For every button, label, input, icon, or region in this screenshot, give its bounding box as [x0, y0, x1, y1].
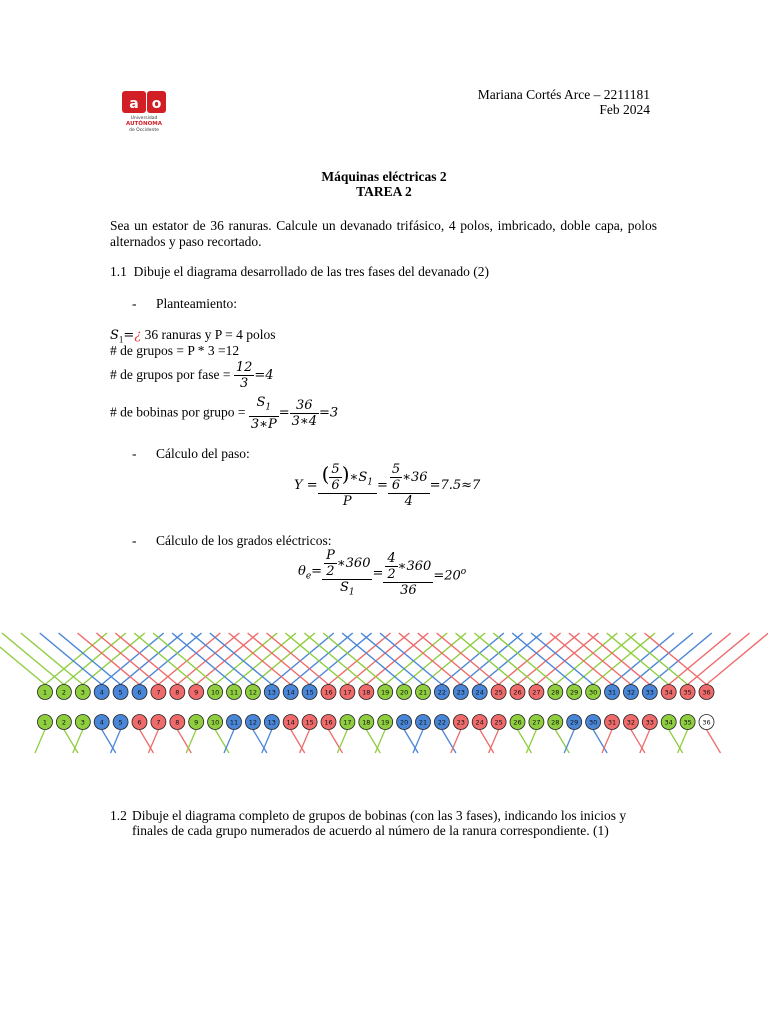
coil-lead	[215, 730, 229, 754]
slot-number: 30	[588, 718, 598, 727]
grados-formula: $\theta_e=$ $\frac{P}{2}$ ∗360 $S_1$ = $\frac{4}{2}$ ∗360 36 $=20^o$	[298, 548, 466, 601]
coil-line-down	[380, 633, 442, 685]
coil-line-down	[267, 633, 329, 685]
slot-number: 18	[362, 688, 371, 697]
slot-number: 5	[118, 688, 123, 697]
slot-number: 7	[156, 718, 161, 727]
grados-fraction-2	[383, 551, 433, 598]
coil-lead	[186, 730, 196, 754]
slot-number: 23	[456, 718, 465, 727]
frac-den: 6	[331, 478, 340, 493]
coil-line-down	[78, 633, 140, 685]
svg-text:a: a	[129, 96, 139, 112]
coil-lead	[564, 730, 574, 754]
coil-lead	[140, 730, 154, 754]
grados-num-suffix: ∗360	[336, 556, 371, 571]
grados-degree: o	[460, 567, 467, 578]
frac-num: P	[326, 548, 335, 563]
slot-number: 8	[175, 718, 180, 727]
bobinas-result: =3	[319, 405, 339, 421]
coil-line-down	[626, 633, 688, 685]
author-block	[478, 87, 650, 117]
slot-number: 19	[381, 688, 390, 697]
coil-lead	[602, 730, 612, 754]
bullet-dash: -	[132, 446, 137, 461]
slot-number: 11	[229, 718, 239, 727]
slot-number: 2	[61, 718, 66, 727]
bullet-grados	[132, 533, 332, 549]
coil-lead	[366, 730, 380, 754]
coil-lead	[518, 730, 532, 754]
coil-line-down	[607, 633, 669, 685]
coil-line-down	[0, 633, 45, 685]
slot-number: 20	[399, 688, 409, 697]
coil-line-down	[645, 633, 707, 685]
coil-lead	[73, 730, 83, 754]
slot-number: 35	[683, 718, 692, 727]
winding-diagram	[0, 625, 768, 765]
coil-line-down	[134, 633, 196, 685]
logo-text-1: Universidad	[130, 116, 158, 121]
grados-lhs-sub: e	[305, 571, 312, 582]
coil-lead	[291, 730, 305, 754]
frac-num: S	[256, 395, 266, 410]
frac-den: P	[342, 494, 352, 509]
slot-number: 31	[607, 688, 617, 697]
coil-lead	[329, 730, 343, 754]
intro-paragraph: Sea un estator de 36 ranuras. Calcule un devanado trifásico, 4 polos, imbricado, doble capa, polos alternados y paso recortado.	[110, 218, 657, 249]
planteamiento-label: Planteamiento:	[156, 296, 237, 311]
coil-line-down	[40, 633, 102, 685]
grupos-fase-label: # de grupos por fase =	[110, 367, 234, 382]
svg-text:o: o	[151, 96, 162, 112]
coil-line-down	[229, 633, 291, 685]
s1-sub: 1	[118, 334, 124, 345]
slot-number: 7	[156, 688, 161, 697]
coil-lead	[593, 730, 607, 754]
slot-number: 14	[286, 688, 295, 697]
author-line: Mariana Cortés Arce – 2211181	[477, 87, 650, 102]
paso-fraction-2	[388, 462, 430, 509]
slot-number: 3	[80, 688, 85, 697]
slot-number: 16	[324, 718, 333, 727]
bullet-paso	[132, 446, 250, 462]
bullet-dash: -	[132, 533, 137, 548]
coil-line-down	[285, 633, 347, 685]
slot-number: 19	[381, 718, 390, 727]
slot-number: 33	[645, 718, 654, 727]
slot-number: 9	[194, 688, 199, 697]
slot-number: 32	[626, 688, 636, 697]
coil-lead	[413, 730, 423, 754]
frac-den: 3∗P	[250, 416, 277, 432]
slot-number: 8	[175, 688, 180, 697]
slot-number: 23	[456, 688, 465, 697]
coil-lead	[253, 730, 267, 754]
frac-num-sub: 1	[265, 402, 272, 413]
coil-lead	[148, 730, 158, 754]
coil-lead	[64, 730, 78, 754]
slot-number: 34	[664, 688, 673, 697]
slot-number: 18	[362, 718, 371, 727]
slot-number: 17	[343, 718, 352, 727]
coil-lead	[102, 730, 116, 754]
slot-number: 6	[137, 718, 142, 727]
slot-number: 28	[551, 718, 560, 727]
frac-den: 2	[387, 566, 396, 582]
slot-number: 24	[475, 718, 484, 727]
coil-line-down	[399, 633, 461, 685]
university-logo	[118, 88, 170, 136]
coil-line-up	[707, 633, 768, 685]
paso-num-suffix: ∗S	[349, 470, 368, 485]
coil-line-down	[588, 633, 650, 685]
course-title: Máquinas eléctricas 2	[321, 169, 447, 184]
grupos-line: # de grupos = P * 3 =12	[110, 343, 240, 358]
slot-number: 29	[570, 718, 579, 727]
grados-lhs: θ	[298, 564, 306, 579]
coil-line-down	[2, 633, 64, 685]
paso-formula: Y = ( $\frac{5}{6}$ )$∗S_1$ P = $\frac{5}{6}$ ∗36 4 =7.5≈7	[294, 462, 481, 509]
frac-den: 3∗4	[291, 413, 317, 429]
bullet-dash: -	[132, 296, 137, 311]
grupos-fase-fraction	[234, 360, 255, 391]
coil-line-down	[96, 633, 158, 685]
slot-number: 26	[513, 718, 522, 727]
coil-line-down	[512, 633, 574, 685]
slot-number: 3	[80, 718, 85, 727]
slot-number: 30	[588, 688, 598, 697]
coil-lead	[404, 730, 418, 754]
slot-number: 33	[645, 688, 654, 697]
coil-lead	[451, 730, 461, 754]
coil-line-down	[474, 633, 536, 685]
coil-line-down	[418, 633, 480, 685]
slot-number: 22	[437, 688, 447, 697]
slot-number: 12	[248, 688, 258, 697]
coil-line-down	[115, 633, 177, 685]
coil-lead	[224, 730, 234, 754]
paso-label: Cálculo del paso:	[156, 446, 250, 461]
paso-lhs: Y =	[294, 477, 318, 493]
slot-number: 32	[626, 718, 636, 727]
slot-number: 15	[305, 688, 314, 697]
s1-eq: =	[123, 328, 135, 343]
slot-number: 20	[399, 718, 409, 727]
frac-num: 12	[235, 360, 253, 376]
slot-number: 16	[324, 688, 333, 697]
slot-number: 9	[194, 718, 199, 727]
coil-lead	[489, 730, 499, 754]
coil-lead	[707, 730, 721, 754]
slot-number: 34	[664, 718, 673, 727]
coil-line-down	[342, 633, 404, 685]
frac-den: 4	[404, 494, 413, 509]
coil-line-down	[323, 633, 385, 685]
bobinas-line: # de bobinas por grupo = $\frac{S_1}{3∗P}$ = $\frac{36}{3∗4}$ =3	[110, 395, 339, 432]
grados-result: =20	[433, 568, 461, 584]
slot-number: 4	[99, 688, 104, 697]
coil-line-down	[21, 633, 83, 685]
logo-text-2: AUTÓNOMA	[126, 121, 162, 127]
grupos-fase-result: =4	[254, 368, 274, 383]
winding-diagram-svg	[0, 625, 768, 765]
coil-line-down	[191, 633, 253, 685]
slot-number: 14	[286, 718, 295, 727]
grados-fraction-1: $\frac{P}{2}$ ∗360 $S_1$	[322, 548, 372, 601]
s1-rest: 36 ranuras y P = 4 polos	[141, 327, 276, 342]
coil-lead	[262, 730, 272, 754]
slot-number: 10	[210, 688, 220, 697]
slot-number: 2	[61, 688, 66, 697]
coil-line-down	[153, 633, 215, 685]
slot-number: 35	[683, 688, 692, 697]
slot-number: 6	[137, 688, 142, 697]
coil-lead	[442, 730, 456, 754]
slot-number: 13	[267, 718, 276, 727]
slot-number: 21	[418, 688, 428, 697]
frac-num: 4	[387, 550, 396, 566]
frac-den: 2	[326, 564, 335, 579]
coil-lead	[111, 730, 121, 754]
frac-den: S	[339, 580, 349, 595]
paso-fraction-1: ( $\frac{5}{6}$ )$∗S_1$ P	[318, 462, 377, 509]
paso-num2-suffix: ∗36	[402, 470, 428, 485]
assignment-title: TAREA 2	[356, 184, 412, 199]
frac-den: 3	[239, 376, 249, 392]
slot-number: 15	[305, 718, 314, 727]
coil-line-down	[361, 633, 423, 685]
question-text: Dibuje el diagrama desarrollado de las tres fases del devanado (2)	[133, 264, 489, 279]
grados-num2-suffix: ∗360	[397, 558, 432, 574]
grados-label: Cálculo de los grados eléctricos:	[156, 533, 332, 548]
coil-lead	[526, 730, 536, 754]
slot-number: 27	[532, 688, 541, 697]
frac-den: 36	[400, 582, 417, 598]
slot-number: 28	[551, 688, 560, 697]
coil-lead	[678, 730, 688, 754]
coil-line-down	[456, 633, 518, 685]
coil-line-down	[59, 633, 121, 685]
s1-symbol: S	[110, 328, 119, 343]
slot-number: 12	[248, 718, 258, 727]
coil-lead	[669, 730, 683, 754]
question-1-1	[110, 264, 489, 280]
coil-lead	[631, 730, 645, 754]
grupos-fase-line	[110, 360, 274, 391]
bobinas-fraction-1	[249, 395, 279, 432]
slot-number: 10	[210, 718, 220, 727]
question-number: 1.2	[110, 808, 127, 823]
slot-number: 5	[118, 718, 123, 727]
coil-lead	[177, 730, 191, 754]
coil-line-down	[437, 633, 499, 685]
frac-num: 5	[331, 462, 340, 477]
question-number: 1.1	[110, 264, 127, 279]
slot-number: 25	[494, 688, 503, 697]
bobinas-label: # de bobinas por grupo =	[110, 404, 249, 420]
slot-number: 25	[494, 718, 503, 727]
question-1-2-text: Dibuje el diagrama completo de grupos de bobinas (con las 3 fases), indicando los inicios y finales de cada grupo numerados de acuerdo al número de la ranura correspondiente. (1)	[132, 808, 627, 838]
slot-number: 1	[42, 718, 48, 727]
coil-line-down	[304, 633, 366, 685]
coil-lead	[640, 730, 650, 754]
slot-number: 4	[99, 718, 104, 727]
bullet-planteamiento	[132, 296, 237, 312]
coil-lead	[300, 730, 310, 754]
slot-number: 29	[570, 688, 579, 697]
slot-number: 26	[513, 688, 522, 697]
slot-number: 36	[702, 688, 711, 697]
coil-line-down	[493, 633, 555, 685]
slot-number: 36	[702, 718, 711, 727]
logo-text-3: de Occidente	[129, 128, 159, 133]
coil-lead	[480, 730, 494, 754]
coil-lead	[375, 730, 385, 754]
slot-number: 17	[343, 688, 352, 697]
coil-line-down	[210, 633, 272, 685]
slot-number: 1	[42, 688, 48, 697]
coil-line-down	[248, 633, 310, 685]
slot-number: 21	[418, 718, 428, 727]
question-1-2	[110, 808, 127, 824]
frac-num: 36	[290, 398, 319, 414]
slot-number: 27	[532, 718, 541, 727]
date: Feb 2024	[599, 102, 650, 117]
slot-number: 22	[437, 718, 447, 727]
slot-number: 24	[475, 688, 484, 697]
coil-lead	[555, 730, 569, 754]
coil-line-down	[550, 633, 612, 685]
slot-number: 13	[267, 688, 276, 697]
coil-line-down	[569, 633, 631, 685]
slot-number: 31	[607, 718, 617, 727]
coil-line-down	[531, 633, 593, 685]
bobinas-fraction-2	[290, 398, 319, 429]
s1-glitch: ¿	[134, 328, 142, 343]
slot-number: 11	[229, 688, 239, 697]
coil-line-down	[172, 633, 234, 685]
paso-result: =7.5≈7	[429, 477, 481, 493]
coil-lead	[35, 730, 45, 754]
frac-den: 6	[391, 478, 401, 493]
coil-lead	[337, 730, 347, 754]
frac-num: 5	[391, 462, 401, 477]
